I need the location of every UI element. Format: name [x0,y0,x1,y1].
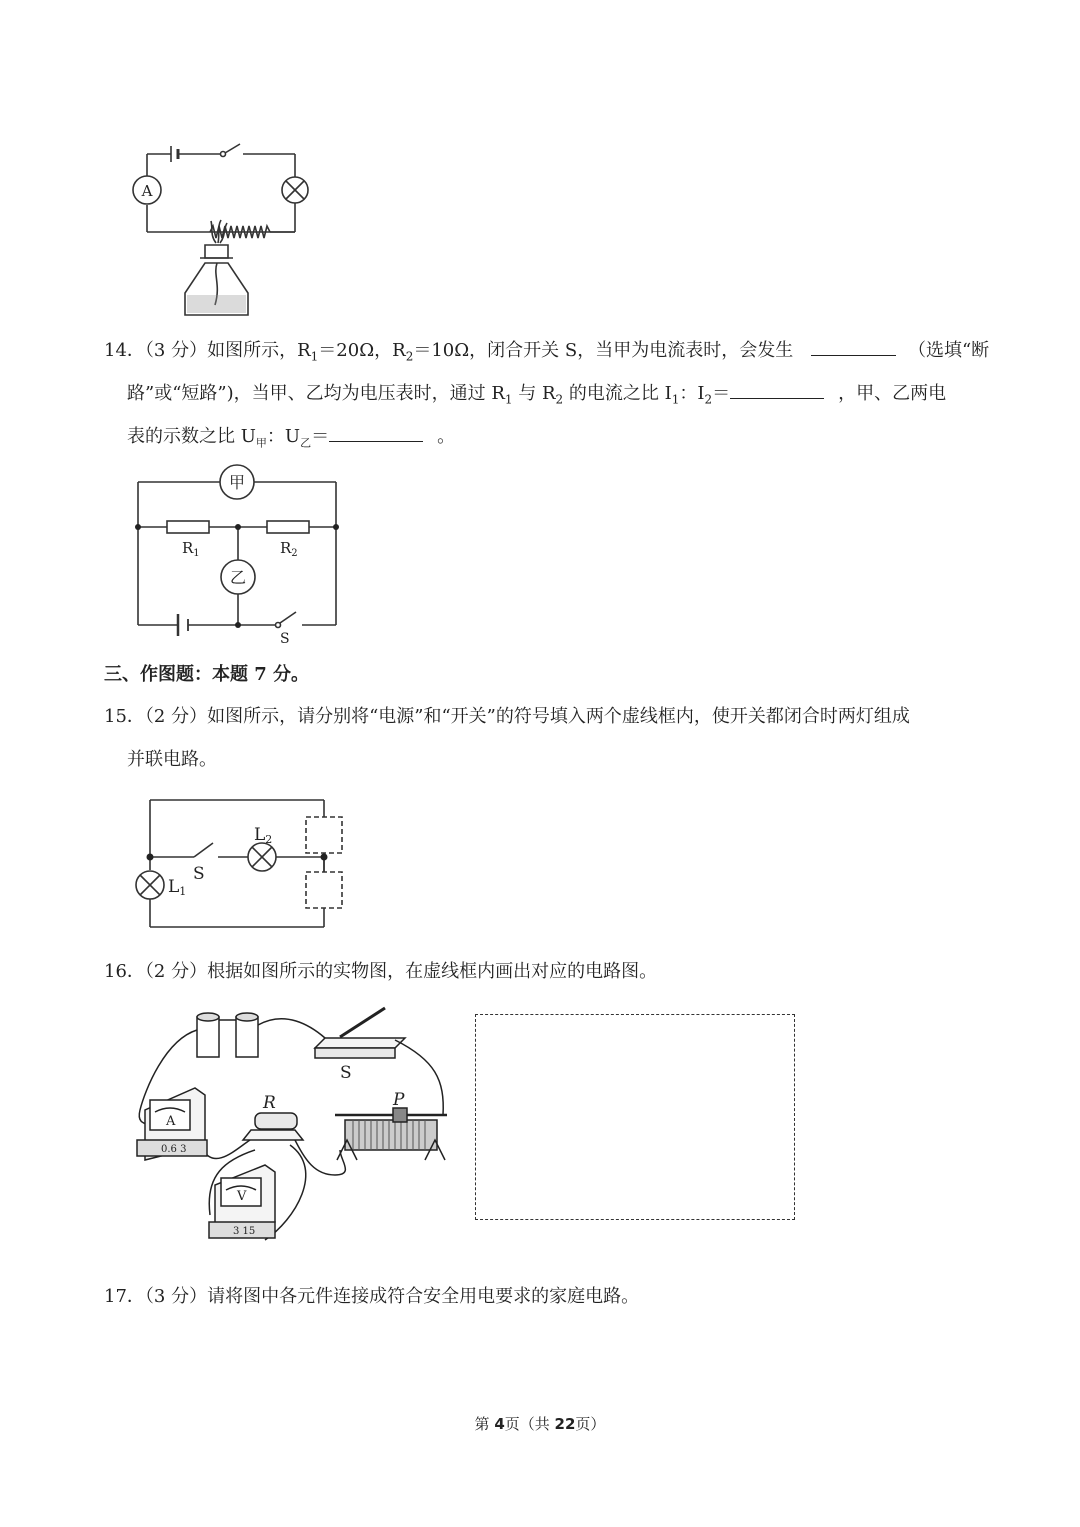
switch-s-label: S [193,864,205,884]
r1-label: $R_1$ [182,539,200,559]
q16-line1: 16．（2 分）根据如图所示的实物图，在虚线框内画出对应的电路图。 [104,961,658,982]
l2-label: L2 [254,825,273,846]
q16-answer-drawing-box[interactable] [475,1014,795,1220]
q14-line1: 14．（3 分）如图所示，$R_1=20\Omega$，$R_2=10\Omega$，闭合开关 S，当甲为电流表时，会发生 （选填“断 [104,337,989,370]
ammeter-scale: 0.6 3 [161,1144,187,1155]
total-pages: 22 [554,1415,576,1433]
q14-answer-blank-3[interactable] [329,423,423,442]
voltmeter-label: V [237,1189,247,1204]
r2-label: $R_2$ [280,539,298,559]
l1-label: L1 [168,877,187,898]
q14-line2: 路”或“短路”)，当甲、乙均为电压表时，通过 $R_1$ 与 $R_2$ 的电流之比 $I_1$：$I_2=$ ，甲、乙两电 [127,380,946,413]
meter-jia-label: 甲 [228,473,246,492]
ammeter-label: A [141,182,153,200]
q14-answer-blank-2[interactable] [730,380,824,399]
switch-s-label: S [280,631,290,647]
meter-yi-label: 乙 [229,568,247,587]
q14-circuit-figure [130,460,345,650]
q15-line2: 并联电路。 [127,749,217,770]
slider-p-label: P [393,1090,405,1110]
switch-s-label: S [340,1063,352,1083]
q16-real-circuit-figure [125,1000,455,1260]
q14-line3: 表的示数之比 $U_甲$：$U_乙=$ 。 [127,423,455,457]
page-footer: 第 4页（共 22页） [474,1415,606,1433]
voltmeter-scale: 3 15 [233,1226,256,1237]
resistor-r-label: R [263,1093,276,1113]
q17-line1: 17．（3 分）请将图中各元件连接成符合安全用电要求的家庭电路。 [104,1286,640,1307]
q13-circuit-figure [125,135,315,320]
q15-circuit-figure [130,790,355,935]
q14-answer-blank-1[interactable] [811,337,896,356]
current-page-number: 4 [494,1415,505,1433]
section-3-heading: 三、作图题：本题 7 分。 [104,664,310,685]
ammeter-label: A [166,1114,176,1129]
q15-line1: 15．（2 分）如图所示，请分别将“电源”和“开关”的符号填入两个虚线框内，使开关都闭合时两灯组成 [104,706,910,727]
